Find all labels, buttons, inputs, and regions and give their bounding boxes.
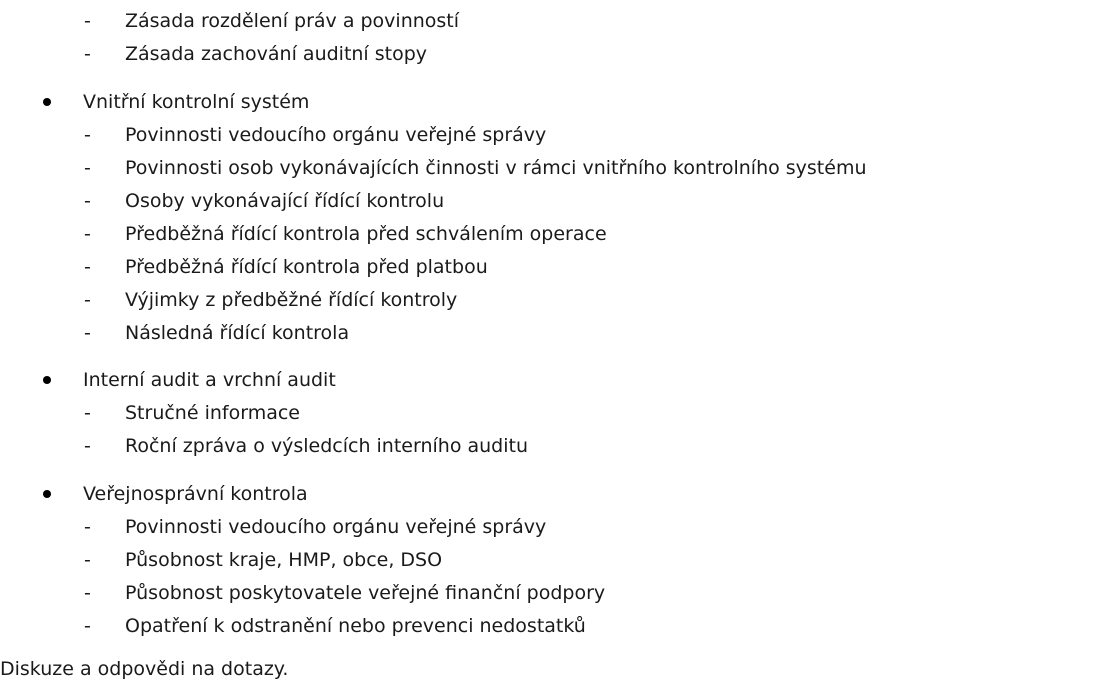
- list-item-text: Osoby vykonávající řídící kontrolu: [125, 190, 445, 212]
- list-item-text: Působnost kraje, HMP, obce, DSO: [125, 549, 443, 571]
- dash-marker: -: [84, 10, 91, 32]
- dash-marker: -: [84, 223, 91, 245]
- list-item-text: Zásada zachování auditní stopy: [125, 43, 428, 65]
- list-item-text: Povinnosti osob vykonávajících činnosti v rámci vnitřního kontrolního systému: [125, 157, 867, 179]
- bullet-icon: [43, 376, 51, 384]
- dash-marker: -: [84, 157, 91, 179]
- bullet-icon: [43, 490, 51, 498]
- dash-marker: -: [84, 289, 91, 311]
- list-item-text: Opatření k odstranění nebo prevenci nedostatků: [125, 615, 586, 637]
- list-item-text: Předběžná řídící kontrola před schválením operace: [125, 223, 607, 245]
- list-item-text: Působnost poskytovatele veřejné finanční podpory: [125, 582, 606, 604]
- dash-marker: -: [84, 402, 91, 424]
- dash-marker: -: [84, 256, 91, 278]
- list-item-text: Povinnosti vedoucího orgánu veřejné správy: [125, 516, 547, 538]
- section-title: Vnitřní kontrolní systém: [83, 91, 310, 113]
- list-item-text: Povinnosti vedoucího orgánu veřejné správy: [125, 124, 547, 146]
- section-title: Interní audit a vrchní audit: [83, 369, 336, 391]
- dash-marker: -: [84, 435, 91, 457]
- dash-marker: -: [84, 190, 91, 212]
- list-item-text: Zásada rozdělení práv a povinností: [125, 10, 460, 32]
- dash-marker: -: [84, 615, 91, 637]
- section-title: Veřejnosprávní kontrola: [83, 483, 308, 505]
- list-item-text: Stručné informace: [125, 402, 300, 424]
- dash-marker: -: [84, 43, 91, 65]
- bullet-icon: [43, 98, 51, 106]
- list-item-text: Následná řídící kontrola: [125, 322, 350, 344]
- closing-paragraph: Diskuze a odpovědi na dotazy.: [0, 658, 289, 680]
- list-item-text: Výjimky z předběžné řídící kontroly: [125, 289, 458, 311]
- list-item-text: Roční zpráva o výsledcích interního auditu: [125, 435, 529, 457]
- dash-marker: -: [84, 124, 91, 146]
- list-item-text: Předběžná řídící kontrola před platbou: [125, 256, 488, 278]
- dash-marker: -: [84, 322, 91, 344]
- dash-marker: -: [84, 549, 91, 571]
- dash-marker: -: [84, 516, 91, 538]
- dash-marker: -: [84, 582, 91, 604]
